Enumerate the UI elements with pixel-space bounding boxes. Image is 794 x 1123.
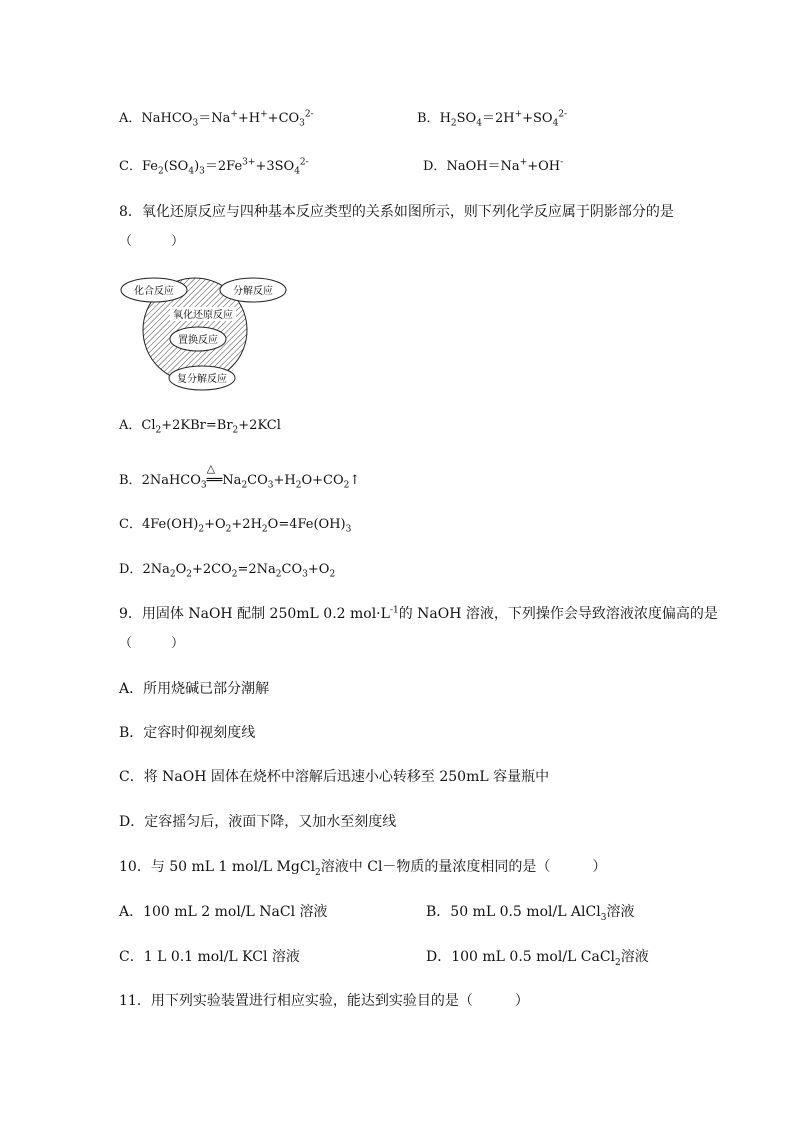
q10-option-a: A．100 mL 2 mol/L NaCl 溶液 bbox=[119, 904, 328, 920]
redox-label: 氧化还原反应 bbox=[173, 310, 233, 321]
q7-option-c: C．$Fe_2(SO_4)_3=2Fe^{3+}+3SO_4^{2-}$ bbox=[119, 157, 309, 177]
decomposition-label: 分解反应 bbox=[233, 286, 273, 297]
heat-condition-equals: △ ══ bbox=[206, 462, 223, 488]
q10-option-c: C．1 L 0.1 mol/L KCl 溶液 bbox=[119, 949, 300, 965]
q9-option-a: A．所用烧碱已部分潮解 bbox=[119, 681, 270, 697]
heat-triangle-icon: △ bbox=[206, 462, 216, 475]
q8-option-c: C．$4Fe(OH)_2+O_2+2H_2O=4Fe(OH)_3$ bbox=[119, 517, 352, 535]
q8-option-d: D．$2Na_2O_2+2CO_2=2Na_2CO_3+O_2$ bbox=[119, 562, 336, 580]
double-decomposition-label: 复分解反应 bbox=[177, 374, 227, 385]
venn-svg bbox=[120, 274, 290, 392]
q8-option-b: B．2NaHCO$_3$ △ $══Na_2CO_3+H_2O+CO_2↑$ bbox=[119, 462, 361, 491]
q8-answer-paren: （ ） bbox=[119, 234, 185, 249]
q9-option-d: D．定容摇匀后，液面下降，又加水至刻度线 bbox=[119, 814, 397, 830]
q7-option-b: B．$H_2SO_4=2H^++SO_4^{2-}$ bbox=[417, 109, 568, 129]
q9-answer-paren: （ ） bbox=[119, 636, 185, 651]
q11-stem: 11．用下列实验装置进行相应实验，能达到实验目的是（ ） bbox=[119, 993, 529, 1009]
q7-option-d: D．NaOH＝Na++OH- bbox=[423, 157, 564, 174]
q8-stem: 8．氧化还原反应与四种基本反应类型的关系如图所示，则下列化学反应属于阴影部分的是 bbox=[119, 204, 674, 220]
q9-option-c: C．将 NaOH 固体在烧杯中溶解后迅速小心转移至 250mL 容量瓶中 bbox=[119, 769, 550, 785]
q10-option-b: B．50 mL 0.5 mol/L AlCl$_3$溶液 bbox=[426, 904, 635, 923]
redox-venn-diagram bbox=[120, 274, 290, 392]
q9-stem: 9．用固体 NaOH 配制 250mL 0.2 $mol\cdot L^{-1}$的 NaOH 溶液，下列操作会导致溶液浓度偏高的是 bbox=[119, 605, 718, 622]
displacement-label: 置换反应 bbox=[178, 335, 218, 346]
q9-option-b: B．定容时仰视刻度线 bbox=[119, 725, 256, 741]
q10-stem: 10．与 50 mL 1 mol/L MgCl$_2$溶液中 Cl－物质的量浓度相同的是（ ） bbox=[119, 859, 607, 878]
q7-option-a: A．$NaHCO_3=Na^++H^++CO_3^{2-}$ bbox=[119, 109, 314, 129]
q10-option-d: D．100 mL 0.5 mol/L CaCl$_2$溶液 bbox=[426, 949, 649, 968]
combination-label: 化合反应 bbox=[134, 286, 174, 297]
q8-option-a: A．$Cl_2+2KBr=Br_2+2KCl$ bbox=[119, 418, 281, 436]
